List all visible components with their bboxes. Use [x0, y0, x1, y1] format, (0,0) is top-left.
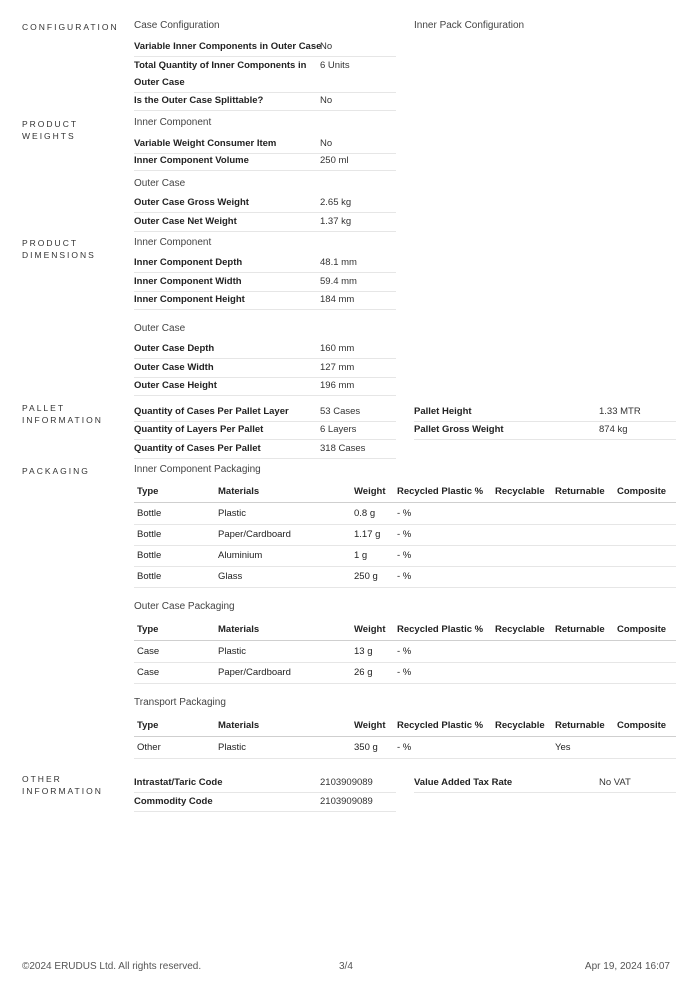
weights-value: 250 ml	[320, 155, 349, 166]
header-weight: Weight	[354, 624, 386, 635]
outer-packaging-title: Outer Case Packaging	[134, 601, 235, 612]
table-row	[134, 525, 676, 546]
pallet-key: Quantity of Layers Per Pallet	[134, 424, 264, 435]
header-recyclable: Recyclable	[495, 486, 545, 497]
section-label-line: PALLET	[22, 403, 66, 413]
table-row	[134, 546, 676, 567]
pallet-key: Quantity of Cases Per Pallet Layer	[134, 406, 289, 417]
header-type: Type	[137, 624, 159, 635]
section-other-information	[22, 773, 103, 797]
header-returnable: Returnable	[555, 720, 605, 731]
dimensions-outer-title: Outer Case	[134, 323, 186, 334]
cell-recycled-plastic: - %	[397, 742, 412, 753]
weights-key: Outer Case Gross Weight	[134, 197, 249, 208]
weights-outer-title: Outer Case	[134, 178, 186, 189]
dimensions-value: 184 mm	[320, 294, 355, 305]
other-key: Commodity Code	[134, 796, 213, 807]
pallet-value: 6 Layers	[320, 424, 357, 435]
header-materials: Materials	[218, 720, 260, 731]
pallet-value: 1.33 MTR	[599, 406, 641, 417]
section-product-weights	[22, 118, 78, 142]
other-value: No VAT	[599, 777, 631, 788]
header-recyclable: Recyclable	[495, 624, 545, 635]
other-key: Value Added Tax Rate	[414, 777, 513, 788]
cell-type: Bottle	[137, 529, 162, 540]
dimensions-value: 127 mm	[320, 362, 355, 373]
cell-type: Other	[137, 742, 161, 753]
cell-weight: 0.8 g	[354, 508, 376, 519]
cell-materials: Plastic	[218, 742, 246, 753]
transport-packaging-table	[134, 716, 676, 759]
weights-inner-title: Inner Component	[134, 117, 212, 128]
pallet-row	[414, 420, 676, 440]
transport-packaging-title: Transport Packaging	[134, 697, 226, 708]
pallet-value: 874 kg	[599, 424, 628, 435]
header-weight: Weight	[354, 720, 386, 731]
dimensions-key: Outer Case Depth	[134, 343, 215, 354]
cell-materials: Plastic	[218, 508, 246, 519]
dimensions-row	[134, 253, 396, 273]
section-packaging: PACKAGING	[22, 466, 90, 476]
cell-type: Bottle	[137, 550, 162, 561]
table-header-row	[134, 716, 676, 737]
config-key-line2: Outer Case	[134, 77, 185, 88]
pallet-key: Pallet Gross Weight	[414, 424, 504, 435]
dimensions-key: Inner Component Height	[134, 294, 245, 305]
pallet-key: Pallet Height	[414, 406, 472, 417]
dimensions-value: 196 mm	[320, 380, 355, 391]
config-row	[134, 56, 396, 93]
dimensions-row	[134, 339, 396, 359]
header-returnable: Returnable	[555, 486, 605, 497]
section-label-line: PRODUCT	[22, 238, 79, 248]
dimensions-key: Inner Component Width	[134, 276, 242, 287]
cell-type: Bottle	[137, 508, 162, 519]
config-key: Variable Inner Components in Outer Case	[134, 41, 322, 52]
section-label-line: OTHER	[22, 774, 62, 784]
other-row	[134, 792, 396, 812]
pallet-row	[134, 439, 396, 459]
section-configuration: CONFIGURATION	[22, 22, 119, 32]
dimensions-value: 48.1 mm	[320, 257, 357, 268]
pallet-row	[414, 402, 676, 422]
section-label-line: INFORMATION	[22, 415, 103, 425]
config-value: No	[320, 95, 333, 106]
dimensions-key: Outer Case Width	[134, 362, 214, 373]
config-value: 6 Units	[320, 60, 350, 71]
cell-materials: Glass	[218, 571, 243, 582]
header-type: Type	[137, 720, 159, 731]
outer-packaging-table	[134, 620, 676, 684]
section-label-line: INFORMATION	[22, 786, 103, 796]
header-type: Type	[137, 486, 159, 497]
header-composite: Composite	[617, 720, 667, 731]
table-row	[134, 567, 676, 588]
pallet-row	[134, 402, 396, 422]
dimensions-row	[134, 376, 396, 396]
inner-packaging-title: Inner Component Packaging	[134, 464, 261, 475]
pallet-value: 53 Cases	[320, 406, 361, 417]
cell-weight: 250 g	[354, 571, 378, 582]
weights-row	[134, 212, 396, 232]
section-pallet-information	[22, 402, 103, 426]
cell-weight: 13 g	[354, 646, 373, 657]
section-product-dimensions	[22, 237, 96, 261]
pallet-row	[134, 420, 396, 440]
header-recycled-plastic: Recycled Plastic %	[397, 624, 484, 635]
header-composite: Composite	[617, 486, 667, 497]
header-composite: Composite	[617, 624, 667, 635]
table-row	[134, 504, 676, 525]
table-row	[134, 642, 676, 663]
cell-recycled-plastic: - %	[397, 508, 412, 519]
cell-materials: Paper/Cardboard	[218, 667, 291, 678]
footer-copyright: ©2024 ERUDUS Ltd. All rights reserved.	[22, 961, 202, 972]
header-recycled-plastic: Recycled Plastic %	[397, 720, 484, 731]
cell-type: Bottle	[137, 571, 162, 582]
cell-type: Case	[137, 646, 160, 657]
header-returnable: Returnable	[555, 624, 605, 635]
pallet-key: Quantity of Cases Per Pallet	[134, 443, 261, 454]
dimensions-key: Inner Component Depth	[134, 257, 243, 268]
dimensions-value: 160 mm	[320, 343, 355, 354]
cell-materials: Aluminium	[218, 550, 263, 561]
cell-weight: 1 g	[354, 550, 368, 561]
cell-type: Case	[137, 667, 160, 678]
dimensions-row	[134, 290, 396, 310]
weights-key: Variable Weight Consumer Item	[134, 138, 277, 149]
dimensions-value: 59.4 mm	[320, 276, 357, 287]
dimensions-inner-title: Inner Component	[134, 237, 212, 248]
weights-key: Inner Component Volume	[134, 155, 249, 166]
cell-returnable: Yes	[555, 742, 571, 753]
cell-recycled-plastic: - %	[397, 571, 412, 582]
config-key: Total Quantity of Inner Components in	[134, 60, 307, 71]
table-header-row	[134, 482, 676, 503]
section-label-line: PRODUCT	[22, 119, 79, 129]
config-key: Is the Outer Case Splittable?	[134, 95, 264, 106]
cell-materials: Paper/Cardboard	[218, 529, 291, 540]
dimensions-row	[134, 358, 396, 378]
header-materials: Materials	[218, 624, 260, 635]
other-value: 2103909089	[320, 777, 373, 788]
other-row	[134, 773, 396, 793]
table-header-row	[134, 620, 676, 641]
other-row	[414, 773, 676, 793]
cell-weight: 26 g	[354, 667, 373, 678]
cell-recycled-plastic: - %	[397, 529, 412, 540]
pallet-value: 318 Cases	[320, 443, 366, 454]
footer-page-number: 3/4	[339, 961, 353, 972]
weights-row	[134, 151, 396, 171]
config-row	[134, 37, 396, 57]
weights-value: 2.65 kg	[320, 197, 352, 208]
config-row	[134, 91, 396, 111]
cell-recycled-plastic: - %	[397, 646, 412, 657]
header-weight: Weight	[354, 486, 386, 497]
case-configuration-title: Case Configuration	[134, 20, 220, 31]
other-key: Intrastat/Taric Code	[134, 777, 223, 788]
cell-recycled-plastic: - %	[397, 667, 412, 678]
inner-pack-configuration-title: Inner Pack Configuration	[414, 20, 525, 31]
header-recyclable: Recyclable	[495, 720, 545, 731]
cell-weight: 1.17 g	[354, 529, 381, 540]
footer-timestamp: Apr 19, 2024 16:07	[584, 961, 670, 972]
other-value: 2103909089	[320, 796, 373, 807]
weights-value: 1.37 kg	[320, 216, 352, 227]
header-materials: Materials	[218, 486, 260, 497]
inner-packaging-table	[134, 482, 676, 588]
cell-materials: Plastic	[218, 646, 246, 657]
weights-value: No	[320, 138, 333, 149]
dimensions-key: Outer Case Height	[134, 380, 217, 391]
cell-recycled-plastic: - %	[397, 550, 412, 561]
weights-key: Outer Case Net Weight	[134, 216, 237, 227]
table-row	[134, 738, 676, 759]
config-value: No	[320, 41, 333, 52]
section-label-line: DIMENSIONS	[22, 250, 96, 260]
cell-weight: 350 g	[354, 742, 378, 753]
dimensions-row	[134, 272, 396, 292]
weights-row	[134, 193, 396, 213]
header-recycled-plastic: Recycled Plastic %	[397, 486, 484, 497]
table-row	[134, 663, 676, 684]
section-label-line: WEIGHTS	[22, 131, 76, 141]
